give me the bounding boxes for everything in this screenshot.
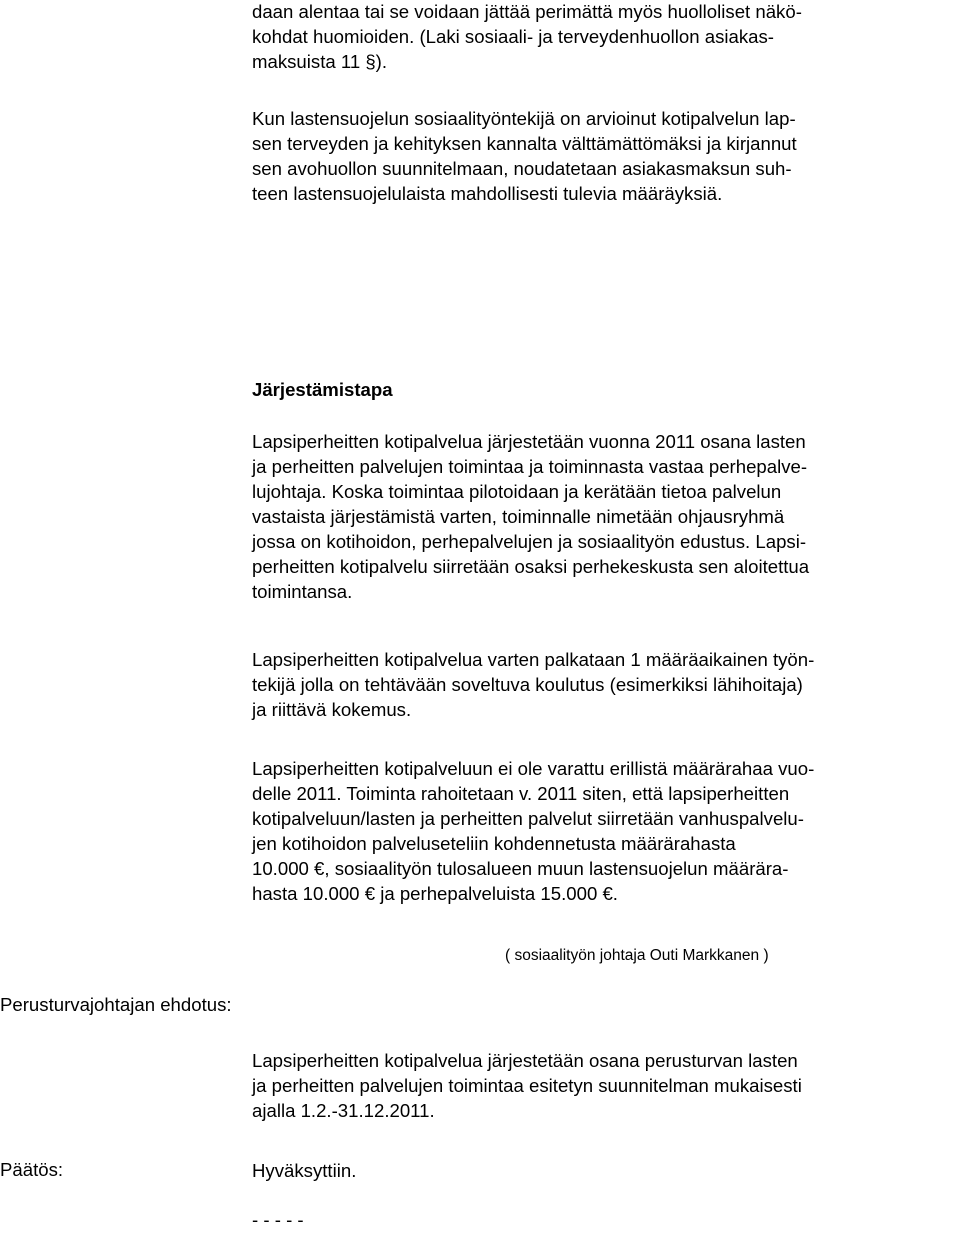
staffing-line-2: tekijä jolla on tehtävään soveltuva koulutus (esimerkiksi lähihoitaja) xyxy=(252,674,803,695)
staffing-line-1: Lapsiperheitten kotipalvelua varten palkataan 1 määräaikainen työn- xyxy=(252,649,815,670)
organization-line-6: perheitten kotipalvelu siirretään osaksi perhekeskusta sen aloitettua xyxy=(252,556,810,577)
proposal-line-2: ja perheitten palvelujen toimintaa esitetyn suunnitelman mukaisesti xyxy=(252,1075,802,1096)
organization-line-2: ja perheitten palvelujen toimintaa ja toiminnasta vastaa perhepalve- xyxy=(252,456,808,477)
child-protection-line-1: Kun lastensuojelun sosiaalityöntekijä on arvioinut kotipalvelun lap- xyxy=(252,108,796,129)
preparer-signature: ( sosiaalityön johtaja Outi Markkanen ) xyxy=(505,947,769,964)
organization-line-3: lujohtaja. Koska toimintaa pilotoidaan ja kerätään tietoa palvelun xyxy=(252,481,782,502)
proposal-line-3: ajalla 1.2.-31.12.2011. xyxy=(252,1100,435,1121)
proposal-label: Perusturvajohtajan ehdotus: xyxy=(0,994,232,1015)
section-heading: Järjestämistapa xyxy=(252,379,393,400)
decision-label: Päätös: xyxy=(0,1159,64,1180)
funding-line-1: Lapsiperheitten kotipalveluun ei ole varattu erillistä määrärahaa vuo- xyxy=(252,758,815,779)
intro-line-2: kohdat huomioiden. (Laki sosiaali- ja terveydenhuollon asiakas- xyxy=(252,26,774,47)
child-protection-line-3: sen avohuollon suunnitelmaan, noudatetaan asiakasmaksun suh- xyxy=(252,158,792,179)
organization-line-7: toimintansa. xyxy=(252,581,353,602)
child-protection-line-4: teen lastensuojelulaista mahdollisesti tulevia määräyksiä. xyxy=(252,183,723,204)
intro-line-3: maksuista 11 §). xyxy=(252,51,388,72)
intro-line-1: daan alentaa tai se voidaan jättää perimättä myös huolloliset näkö- xyxy=(252,1,802,22)
organization-line-4: vastaista järjestämistä varten, toiminnalle nimetään ohjausryhmä xyxy=(252,506,785,527)
proposal-line-1: Lapsiperheitten kotipalvelua järjestetään osana perusturvan lasten xyxy=(252,1050,798,1071)
staffing-line-3: ja riittävä kokemus. xyxy=(252,699,412,720)
funding-line-6: hasta 10.000 € ja perhepalveluista 15.000 €. xyxy=(252,883,618,904)
end-marker: - - - - - xyxy=(252,1209,304,1230)
organization-line-1: Lapsiperheitten kotipalvelua järjestetään vuonna 2011 osana lasten xyxy=(252,431,806,452)
child-protection-line-2: sen terveyden ja kehityksen kannalta välttämättömäksi ja kirjannut xyxy=(252,133,797,154)
funding-line-3: kotipalveluun/lasten ja perheitten palvelut siirretään vanhuspalvelu- xyxy=(252,808,804,829)
funding-line-2: delle 2011. Toiminta rahoitetaan v. 2011 siten, että lapsiperheitten xyxy=(252,783,790,804)
funding-line-5: 10.000 €, sosiaalityön tulosalueen muun lastensuojelun määrära- xyxy=(252,858,789,879)
funding-line-4: jen kotihoidon palveluseteliin kohdennetusta määrärahasta xyxy=(252,833,736,854)
organization-line-5: jossa on kotihoidon, perhepalvelujen ja sosiaalityön edustus. Lapsi- xyxy=(252,531,807,552)
decision-text: Hyväksyttiin. xyxy=(252,1160,357,1181)
